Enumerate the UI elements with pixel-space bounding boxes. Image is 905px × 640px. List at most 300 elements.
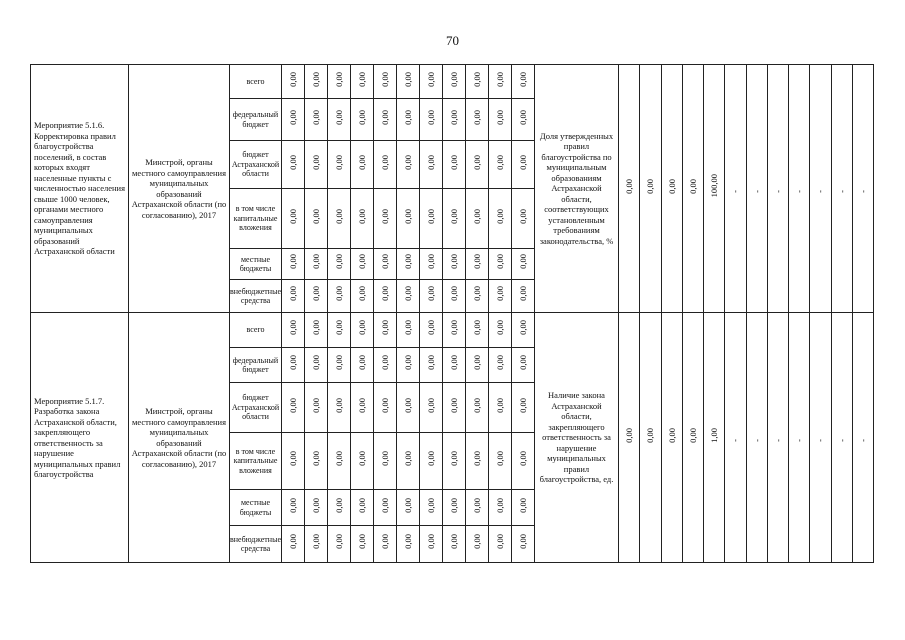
funding-value-cell (489, 65, 512, 99)
funding-value: 0,00 (334, 71, 344, 87)
funding-value-cell (351, 490, 374, 526)
funding-value-cell (420, 280, 443, 313)
funding-value: 0,00 (495, 451, 505, 466)
funding-value: 0,00 (380, 497, 390, 513)
funding-value-cell (397, 249, 420, 280)
funding-value: 0,00 (334, 320, 344, 335)
funding-value-cell (374, 313, 397, 348)
funding-value: 0,00 (449, 397, 459, 413)
funding-value-cell (443, 280, 466, 313)
indicator-value: - (815, 189, 826, 193)
funding-value: 0,00 (449, 451, 459, 466)
indicator-value-cell (852, 65, 873, 313)
funding-value: 0,00 (288, 497, 298, 513)
funding-value: 0,00 (449, 534, 459, 549)
funding-value: 0,00 (288, 71, 298, 87)
funding-value-cell (466, 526, 489, 563)
funding-value: 0,00 (334, 109, 344, 125)
funding-value: 0,00 (380, 355, 390, 370)
funding-value: 0,00 (311, 71, 321, 87)
funding-value-cell (489, 348, 512, 383)
funding-value: 0,00 (288, 320, 298, 335)
funding-value: 0,00 (472, 154, 482, 170)
funding-value-cell (512, 65, 535, 99)
funding-value: 0,00 (288, 286, 298, 301)
funding-value: 0,00 (472, 534, 482, 549)
funding-value: 0,00 (357, 534, 367, 549)
funding-value-cell (420, 249, 443, 280)
funding-value-cell (466, 249, 489, 280)
funding-value-cell (328, 249, 351, 280)
funding-value-cell (420, 141, 443, 189)
indicator-value: - (751, 189, 762, 193)
funding-value-cell (466, 348, 489, 383)
funding-value-cell (489, 189, 512, 249)
funding-value: 0,00 (472, 451, 482, 466)
funding-value: 0,00 (334, 154, 344, 170)
funding-value-cell (466, 490, 489, 526)
funding-value: 0,00 (357, 154, 367, 170)
funding-value-cell (466, 280, 489, 313)
funding-value-cell (489, 526, 512, 563)
indicator-value-cell (725, 65, 746, 313)
funding-value-cell (489, 383, 512, 433)
funding-value-cell (420, 99, 443, 141)
funding-value: 0,00 (334, 497, 344, 513)
funding-value-cell (397, 141, 420, 189)
funding-value-cell (443, 526, 466, 563)
funding-value: 0,00 (449, 109, 459, 125)
funding-value-cell (443, 141, 466, 189)
funding-value-cell (443, 383, 466, 433)
funding-value: 0,00 (380, 71, 390, 87)
indicator-value: - (794, 189, 805, 193)
funding-value-cell (443, 433, 466, 490)
funding-value-cell (420, 189, 443, 249)
indicator-value: - (857, 189, 868, 193)
indicator-value: 0,00 (624, 427, 635, 443)
funding-value-cell (443, 65, 466, 99)
funding-value-cell (328, 526, 351, 563)
funding-value-cell (489, 490, 512, 526)
funding-value: 0,00 (357, 109, 367, 125)
indicator-value: 0,00 (687, 427, 698, 443)
funding-value: 0,00 (495, 254, 505, 269)
funding-value: 0,00 (495, 71, 505, 87)
indicator-value-cell (682, 65, 703, 313)
funding-value: 0,00 (357, 397, 367, 413)
indicator-value-cell (767, 313, 788, 563)
funding-value-cell (443, 348, 466, 383)
funding-value-cell (351, 383, 374, 433)
funding-value: 0,00 (403, 451, 413, 466)
funding-value-cell (466, 65, 489, 99)
funding-value-cell (305, 189, 328, 249)
indicator-name: Наличие закона Астраханской области, закрепляющего ответственность за нарушение муниципальных правил благоустройства, ед. (535, 313, 619, 563)
indicator-value: 0,00 (624, 178, 635, 194)
funding-value: 0,00 (449, 254, 459, 269)
funding-value-cell (512, 348, 535, 383)
indicator-value: 0,00 (645, 178, 656, 194)
funding-source: в том числе капитальные вложения (230, 189, 282, 249)
funding-value-cell (489, 313, 512, 348)
indicator-value: - (836, 189, 847, 193)
funding-value: 0,00 (426, 109, 436, 125)
funding-value: 0,00 (403, 497, 413, 513)
funding-value: 0,00 (288, 208, 298, 224)
funding-value: 0,00 (334, 397, 344, 413)
funding-value: 0,00 (449, 355, 459, 370)
funding-value: 0,00 (357, 320, 367, 335)
funding-value-cell (512, 433, 535, 490)
funding-value: 0,00 (357, 451, 367, 466)
executor-cell: Минстрой, органы местного самоуправления муниципальных образований Астраханской области (по согласованию), 2017 (129, 65, 230, 313)
funding-value-cell (351, 313, 374, 348)
funding-value: 0,00 (518, 397, 528, 413)
funding-source: всего (230, 65, 282, 99)
indicator-value-cell (831, 65, 852, 313)
funding-value: 0,00 (334, 451, 344, 466)
funding-value: 0,00 (472, 208, 482, 224)
funding-value-cell (374, 433, 397, 490)
funding-value: 0,00 (472, 320, 482, 335)
funding-source: местные бюджеты (230, 249, 282, 280)
funding-value-cell (374, 490, 397, 526)
funding-value: 0,00 (288, 534, 298, 549)
funding-value: 0,00 (334, 208, 344, 224)
funding-value: 0,00 (426, 497, 436, 513)
funding-value: 0,00 (288, 397, 298, 413)
indicator-value: 0,00 (645, 427, 656, 443)
indicator-value-cell (640, 313, 661, 563)
funding-value: 0,00 (334, 254, 344, 269)
funding-value-cell (397, 490, 420, 526)
indicator-value: - (772, 189, 783, 193)
funding-value: 0,00 (518, 534, 528, 549)
funding-value-cell (512, 526, 535, 563)
funding-value-cell (305, 280, 328, 313)
funding-value-cell (397, 189, 420, 249)
indicator-value: - (730, 438, 741, 442)
indicator-value: - (730, 189, 741, 193)
funding-value: 0,00 (311, 355, 321, 370)
funding-value: 0,00 (403, 109, 413, 125)
funding-value-cell (512, 313, 535, 348)
indicator-value: 0,00 (666, 178, 677, 194)
funding-value-cell (489, 249, 512, 280)
funding-value-cell (489, 433, 512, 490)
indicator-value-cell (746, 313, 767, 563)
funding-value: 0,00 (288, 451, 298, 466)
funding-value-cell (512, 383, 535, 433)
funding-value-cell (374, 99, 397, 141)
indicator-value-cell (704, 65, 725, 313)
funding-value: 0,00 (357, 286, 367, 301)
funding-value-cell (443, 99, 466, 141)
funding-value: 0,00 (518, 320, 528, 335)
funding-value-cell (305, 348, 328, 383)
funding-value-cell (351, 65, 374, 99)
indicator-value-cell (661, 65, 682, 313)
funding-value: 0,00 (449, 497, 459, 513)
indicator-value-cell (852, 313, 873, 563)
funding-value: 0,00 (357, 254, 367, 269)
funding-value-cell (305, 433, 328, 490)
funding-value-cell (282, 65, 305, 99)
funding-value: 0,00 (380, 534, 390, 549)
funding-value-cell (282, 99, 305, 141)
funding-value: 0,00 (311, 286, 321, 301)
funding-value: 0,00 (334, 286, 344, 301)
program-table (30, 64, 874, 563)
funding-value: 0,00 (518, 451, 528, 466)
funding-value-cell (466, 141, 489, 189)
funding-value: 0,00 (495, 355, 505, 370)
funding-value-cell (328, 280, 351, 313)
funding-value: 0,00 (426, 320, 436, 335)
funding-value: 0,00 (518, 71, 528, 87)
funding-value: 0,00 (403, 355, 413, 370)
page-number: 70 (446, 33, 459, 48)
funding-value-cell (374, 189, 397, 249)
table-row (31, 313, 874, 348)
funding-value: 0,00 (403, 397, 413, 413)
funding-value-cell (443, 249, 466, 280)
funding-value-cell (443, 189, 466, 249)
funding-value: 0,00 (426, 208, 436, 224)
funding-value-cell (282, 280, 305, 313)
indicator-value: 1,00 (709, 427, 720, 443)
funding-value: 0,00 (334, 355, 344, 370)
funding-value: 0,00 (472, 71, 482, 87)
funding-value: 0,00 (426, 154, 436, 170)
funding-value-cell (374, 65, 397, 99)
funding-value: 0,00 (518, 154, 528, 170)
funding-value: 0,00 (380, 397, 390, 413)
funding-value: 0,00 (311, 154, 321, 170)
funding-value-cell (512, 249, 535, 280)
funding-source: всего (230, 313, 282, 348)
indicator-value-cell (682, 313, 703, 563)
funding-value-cell (282, 433, 305, 490)
indicator-value: - (857, 438, 868, 442)
funding-value-cell (305, 526, 328, 563)
funding-value-cell (512, 189, 535, 249)
funding-value: 0,00 (472, 355, 482, 370)
funding-value: 0,00 (380, 208, 390, 224)
indicator-value-cell (661, 313, 682, 563)
funding-value: 0,00 (518, 254, 528, 269)
funding-value-cell (374, 280, 397, 313)
funding-value: 0,00 (403, 320, 413, 335)
funding-value: 0,00 (403, 534, 413, 549)
funding-value: 0,00 (472, 286, 482, 301)
funding-value-cell (443, 313, 466, 348)
funding-value-cell (466, 383, 489, 433)
funding-value-cell (489, 99, 512, 141)
funding-value: 0,00 (495, 397, 505, 413)
funding-value-cell (420, 526, 443, 563)
funding-value: 0,00 (426, 254, 436, 269)
funding-value-cell (397, 383, 420, 433)
funding-value: 0,00 (449, 208, 459, 224)
funding-value: 0,00 (518, 286, 528, 301)
funding-value-cell (351, 141, 374, 189)
funding-value: 0,00 (426, 286, 436, 301)
funding-value: 0,00 (495, 320, 505, 335)
funding-value: 0,00 (380, 286, 390, 301)
funding-value-cell (328, 383, 351, 433)
funding-value-cell (328, 99, 351, 141)
funding-value-cell (328, 433, 351, 490)
funding-value: 0,00 (403, 286, 413, 301)
funding-value-cell (512, 490, 535, 526)
funding-value-cell (282, 526, 305, 563)
funding-value: 0,00 (449, 154, 459, 170)
funding-value-cell (374, 249, 397, 280)
indicator-value: 0,00 (687, 178, 698, 194)
funding-value-cell (305, 313, 328, 348)
funding-source: местные бюджеты (230, 490, 282, 526)
funding-value-cell (282, 490, 305, 526)
funding-value: 0,00 (288, 355, 298, 370)
funding-value: 0,00 (472, 109, 482, 125)
funding-value-cell (305, 65, 328, 99)
funding-value-cell (351, 280, 374, 313)
funding-value-cell (466, 433, 489, 490)
funding-value: 0,00 (495, 154, 505, 170)
funding-value: 0,00 (403, 254, 413, 269)
funding-value-cell (351, 189, 374, 249)
funding-value: 0,00 (380, 320, 390, 335)
funding-value-cell (397, 526, 420, 563)
funding-value: 0,00 (449, 320, 459, 335)
funding-value: 0,00 (380, 154, 390, 170)
indicator-value-cell (725, 313, 746, 563)
funding-value-cell (282, 189, 305, 249)
funding-value-cell (351, 348, 374, 383)
indicator-value-cell (767, 65, 788, 313)
funding-value-cell (397, 280, 420, 313)
funding-value-cell (282, 141, 305, 189)
indicator-value: - (836, 438, 847, 442)
funding-value-cell (282, 348, 305, 383)
funding-value-cell (328, 189, 351, 249)
funding-value-cell (351, 433, 374, 490)
funding-value: 0,00 (357, 208, 367, 224)
funding-value: 0,00 (403, 208, 413, 224)
measure-name: Мероприятие 5.1.7. Разработка закона Астраханской области, закрепляющего ответственность за нарушение муниципальных правил благоустройства (31, 313, 129, 563)
indicator-value-cell (789, 65, 810, 313)
funding-value-cell (374, 383, 397, 433)
funding-value: 0,00 (288, 254, 298, 269)
indicator-value: - (751, 438, 762, 442)
indicator-value: - (794, 438, 805, 442)
funding-value: 0,00 (288, 109, 298, 125)
indicator-value-cell (831, 313, 852, 563)
indicator-value: - (772, 438, 783, 442)
funding-source: бюджет Астраханской области (230, 141, 282, 189)
funding-value: 0,00 (449, 71, 459, 87)
funding-value: 0,00 (472, 254, 482, 269)
funding-value: 0,00 (311, 497, 321, 513)
funding-value: 0,00 (495, 497, 505, 513)
funding-value: 0,00 (311, 109, 321, 125)
funding-value-cell (420, 490, 443, 526)
funding-value: 0,00 (311, 397, 321, 413)
funding-source: внебюджетные средства (230, 280, 282, 313)
funding-value-cell (466, 189, 489, 249)
funding-value: 0,00 (380, 254, 390, 269)
funding-source: бюджет Астраханской области (230, 383, 282, 433)
funding-value: 0,00 (357, 355, 367, 370)
funding-value: 0,00 (311, 208, 321, 224)
funding-value: 0,00 (495, 109, 505, 125)
funding-value: 0,00 (472, 497, 482, 513)
funding-value-cell (420, 313, 443, 348)
funding-value-cell (328, 313, 351, 348)
funding-value: 0,00 (426, 451, 436, 466)
funding-source: внебюджетные средства (230, 526, 282, 563)
funding-value: 0,00 (518, 109, 528, 125)
executor-cell: Минстрой, органы местного самоуправления муниципальных образований Астраханской области (по согласованию), 2017 (129, 313, 230, 563)
funding-value-cell (397, 348, 420, 383)
indicator-value-cell (810, 65, 831, 313)
funding-value-cell (443, 490, 466, 526)
funding-value: 0,00 (449, 286, 459, 301)
funding-value-cell (282, 313, 305, 348)
funding-value-cell (282, 249, 305, 280)
funding-value-cell (305, 249, 328, 280)
funding-value-cell (512, 141, 535, 189)
indicator-value-cell (704, 313, 725, 563)
indicator-value: - (815, 438, 826, 442)
funding-value: 0,00 (311, 534, 321, 549)
funding-value-cell (305, 99, 328, 141)
indicator-name: Доля утвержденных правил благоустройства по муниципальным образованиям Астраханской области, соответствующих установленным требованиям законодательства, % (535, 65, 619, 313)
funding-value-cell (420, 433, 443, 490)
funding-value-cell (328, 141, 351, 189)
funding-value-cell (328, 65, 351, 99)
measure-name: Мероприятие 5.1.6. Корректировка правил благоустройства поселений, в состав которых входят населенные пункты с численностью населения свыше 1000 человек, органами местного самоуправления муниципальных образований Астраханской области (31, 65, 129, 313)
funding-value-cell (397, 433, 420, 490)
funding-value: 0,00 (380, 451, 390, 466)
funding-value-cell (397, 313, 420, 348)
funding-value: 0,00 (403, 71, 413, 87)
funding-value-cell (351, 526, 374, 563)
funding-value: 0,00 (472, 397, 482, 413)
funding-source: федеральный бюджет (230, 99, 282, 141)
indicator-value-cell (789, 313, 810, 563)
funding-value-cell (374, 348, 397, 383)
indicator-value-cell (640, 65, 661, 313)
funding-value: 0,00 (495, 534, 505, 549)
funding-value-cell (374, 141, 397, 189)
funding-value-cell (420, 383, 443, 433)
funding-value-cell (351, 249, 374, 280)
funding-value-cell (282, 383, 305, 433)
funding-value: 0,00 (288, 154, 298, 170)
funding-value: 0,00 (403, 154, 413, 170)
funding-value-cell (328, 490, 351, 526)
funding-value-cell (305, 383, 328, 433)
funding-value-cell (512, 280, 535, 313)
indicator-value-cell (619, 313, 640, 563)
indicator-value-cell (746, 65, 767, 313)
funding-value-cell (328, 348, 351, 383)
funding-value: 0,00 (426, 355, 436, 370)
table-row (31, 65, 874, 99)
